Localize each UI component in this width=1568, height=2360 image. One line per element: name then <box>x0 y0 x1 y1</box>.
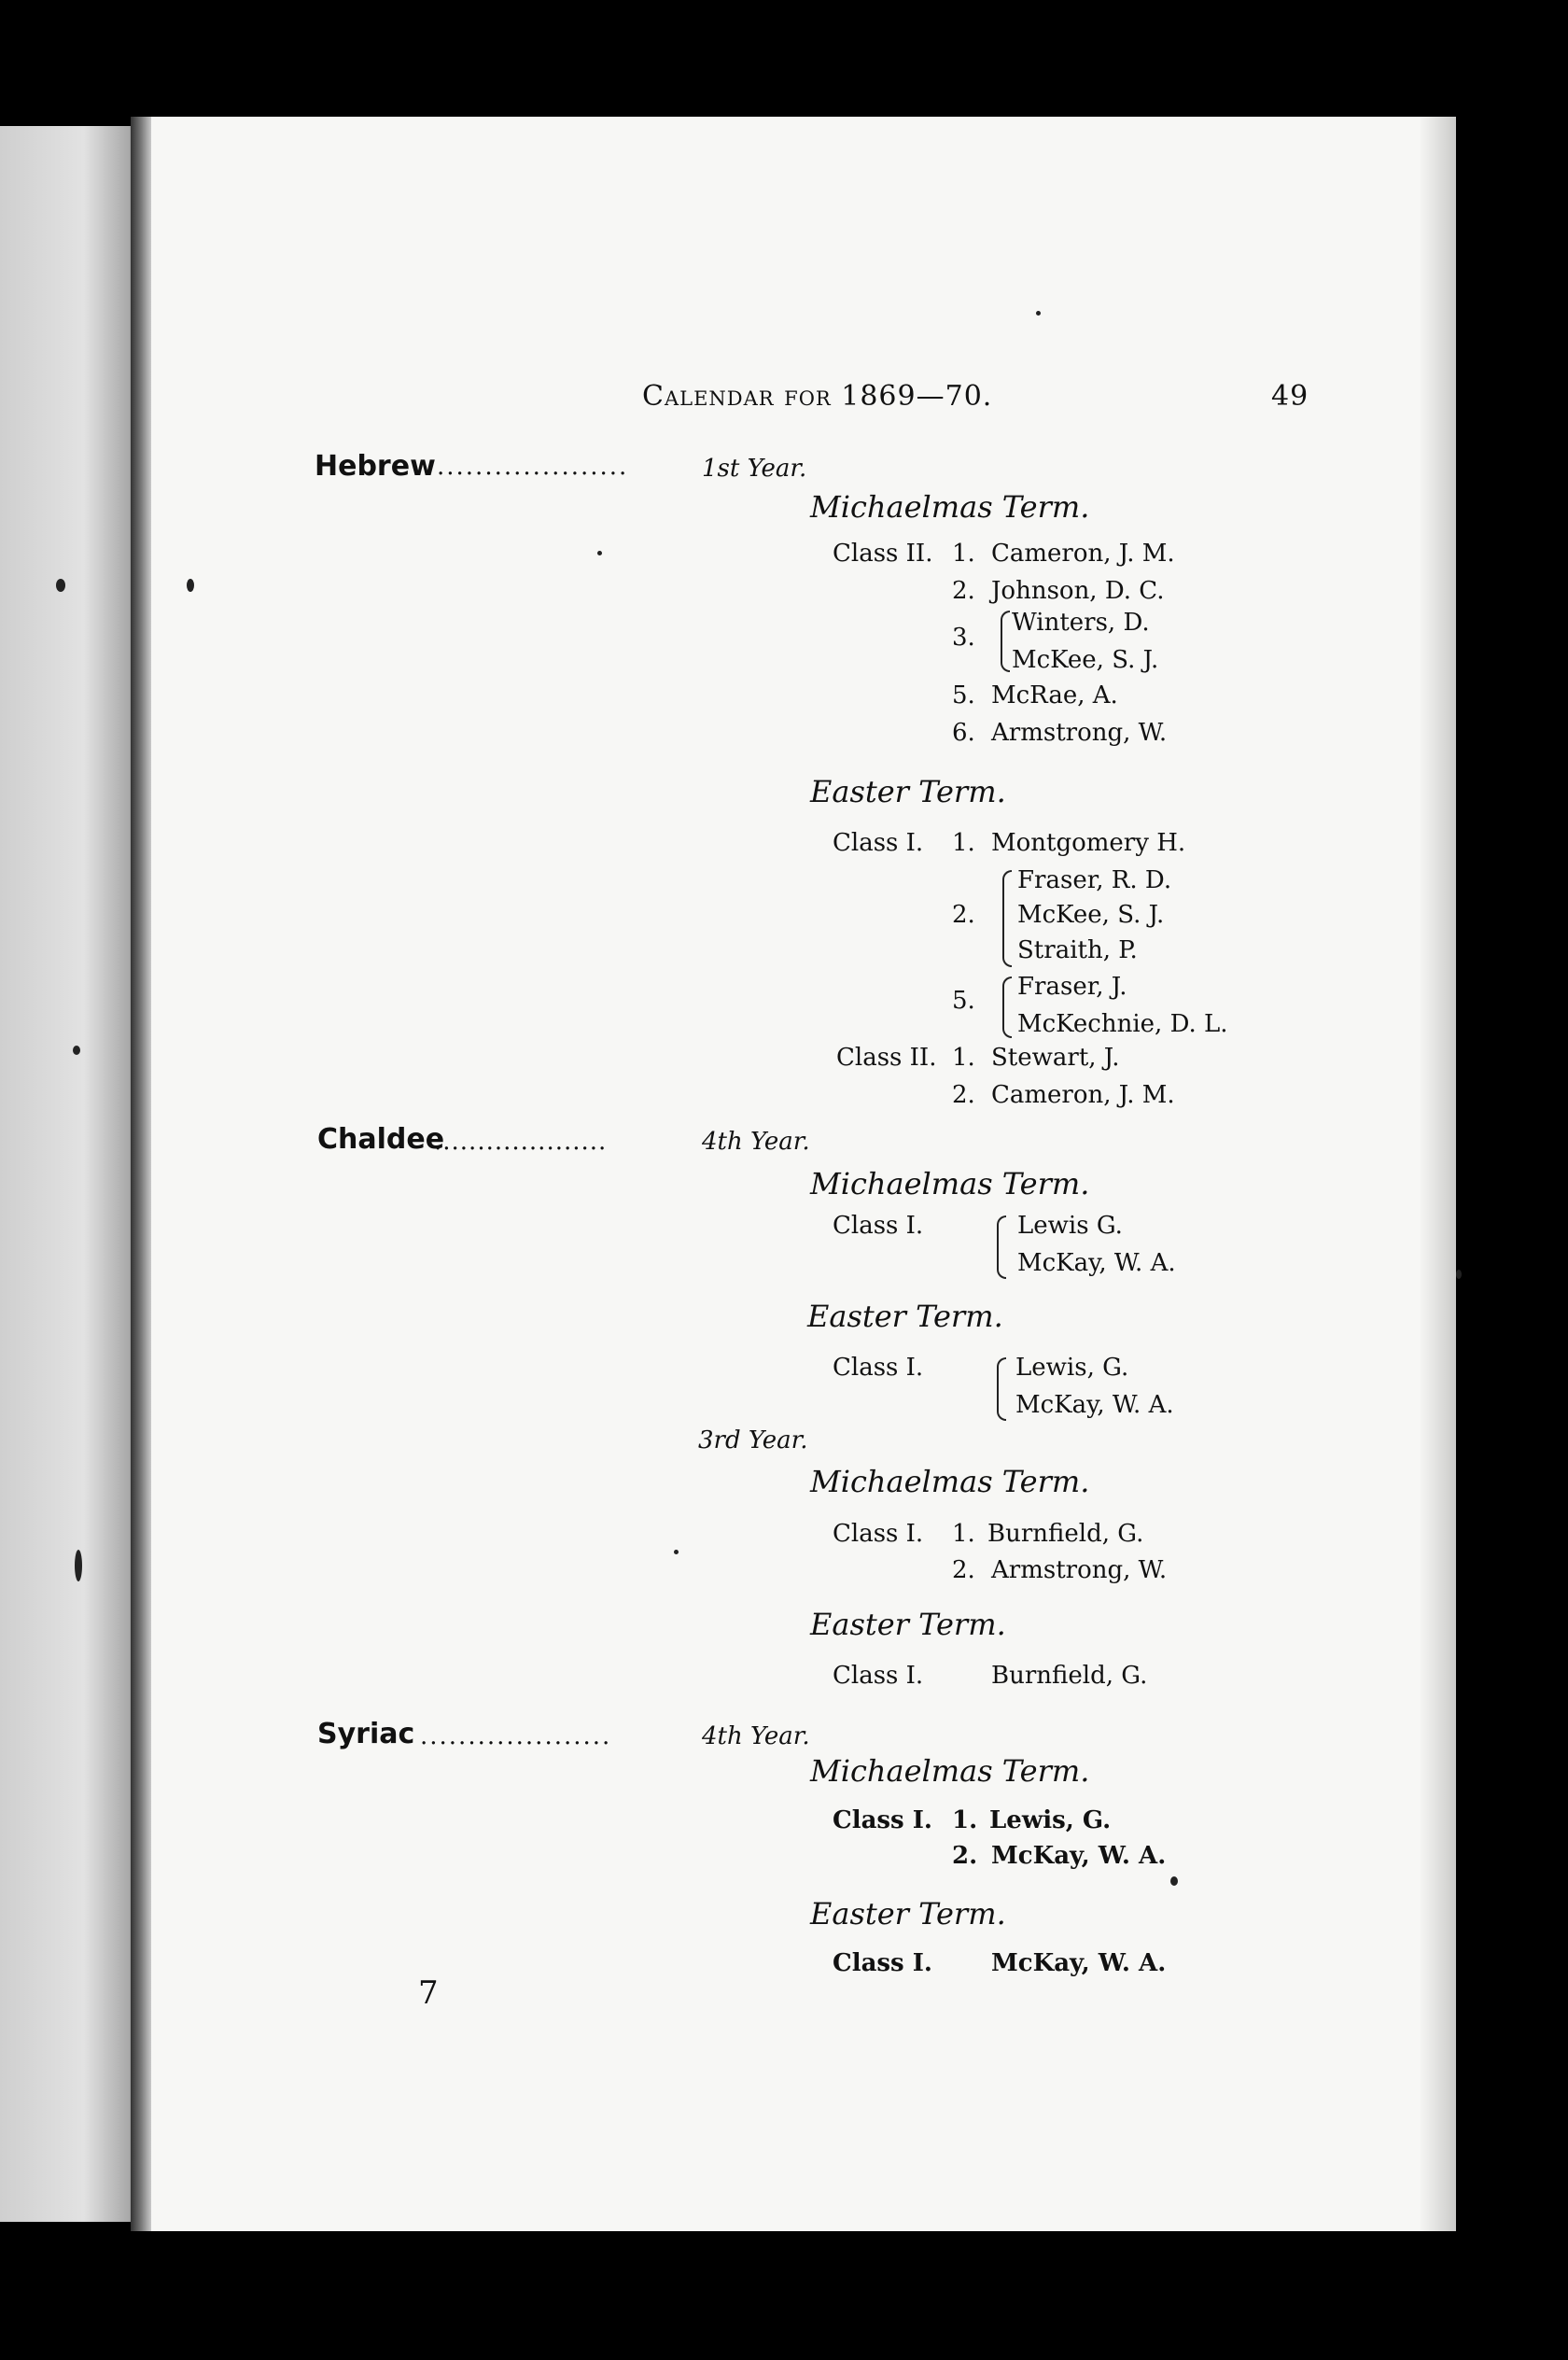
student-name: Burnfield, G. <box>987 1520 1144 1548</box>
rank: 2. <box>952 1842 978 1870</box>
brace <box>997 1215 1006 1279</box>
scan-speck <box>1036 311 1041 316</box>
term-heading: Easter Term. <box>810 774 1006 809</box>
term-heading: Easter Term. <box>807 1299 1003 1334</box>
student-name: Montgomery H. <box>991 829 1186 857</box>
rank: 2. <box>952 1556 975 1584</box>
scan-speck <box>75 1550 82 1581</box>
class-label: Class I. <box>833 1354 924 1382</box>
student-name: Lewis, G. <box>1015 1354 1129 1382</box>
student-name: McRae, A. <box>991 681 1118 709</box>
rank: 1. <box>952 540 975 568</box>
scan-speck <box>56 579 65 592</box>
rank: 1. <box>952 1044 975 1072</box>
scan-speck <box>597 551 602 555</box>
running-header: Calendar for 1869—70. <box>642 380 993 413</box>
book-gutter <box>131 117 151 2231</box>
signature-mark: 7 <box>418 1974 439 2012</box>
student-name: Winters, D. <box>1012 609 1150 637</box>
rank: 2. <box>952 901 975 929</box>
term-heading: Michaelmas Term. <box>810 1166 1090 1201</box>
dot-leader: .................... <box>437 453 629 481</box>
student-name: McKee, S. J. <box>1012 646 1159 674</box>
term-heading: Michaelmas Term. <box>810 489 1090 525</box>
student-name: Johnson, D. C. <box>991 577 1165 605</box>
year-label: 4th Year. <box>702 1128 810 1156</box>
page-fore-edge <box>1419 117 1456 2231</box>
year-label: 3rd Year. <box>698 1426 808 1454</box>
student-name: Stewart, J. <box>991 1044 1120 1072</box>
rank: 2. <box>952 577 975 605</box>
year-label: 1st Year. <box>702 455 807 483</box>
class-label: Class I. <box>833 1806 932 1834</box>
subject-syriac: Syriac <box>317 1718 415 1750</box>
rank: 1. <box>952 1520 975 1548</box>
student-name: McKee, S. J. <box>1017 901 1165 929</box>
class-label: Class I. <box>833 829 924 857</box>
rank: 1. <box>952 829 975 857</box>
student-name: Straith, P. <box>1017 936 1138 964</box>
subject-chaldee: Chaldee <box>317 1123 445 1156</box>
rank: 2. <box>952 1081 975 1109</box>
subject-hebrew: Hebrew <box>315 450 436 483</box>
rank: 3. <box>952 624 975 652</box>
brace <box>1002 976 1012 1038</box>
page-number: 49 <box>1271 380 1309 413</box>
student-name: McKay, W. A. <box>991 1949 1167 1977</box>
class-label: Class I. <box>833 1520 924 1548</box>
student-name: Armstrong, W. <box>991 719 1168 747</box>
class-label: Class I. <box>833 1949 932 1977</box>
scan-speck <box>187 579 194 592</box>
student-name: Cameron, J. M. <box>991 1081 1175 1109</box>
student-name: McKay, W. A. <box>1015 1391 1174 1419</box>
brace <box>997 1357 1006 1421</box>
scan-speck <box>73 1046 80 1055</box>
student-name: Armstrong, W. <box>991 1556 1168 1584</box>
previous-page-edge <box>0 126 140 2222</box>
student-name: Lewis G. <box>1017 1212 1123 1240</box>
student-name: Fraser, R. D. <box>1017 866 1172 894</box>
dot-leader: .................... <box>434 1128 608 1156</box>
class-label: Class I. <box>833 1662 924 1690</box>
term-heading: Easter Term. <box>810 1607 1006 1642</box>
student-name: McKechnie, D. L. <box>1017 1010 1228 1038</box>
rank: 1. <box>952 1806 978 1834</box>
student-name: Fraser, J. <box>1017 973 1127 1001</box>
term-heading: Michaelmas Term. <box>810 1464 1090 1499</box>
class-label: Class II. <box>836 1044 937 1072</box>
student-name: McKay, W. A. <box>991 1842 1167 1870</box>
dot-leader: .................... <box>420 1722 612 1750</box>
scan-speck <box>1456 1270 1462 1279</box>
class-label: Class II. <box>833 540 933 568</box>
student-name: McKay, W. A. <box>1017 1249 1176 1277</box>
term-heading: Michaelmas Term. <box>810 1753 1090 1789</box>
student-name: Cameron, J. M. <box>991 540 1175 568</box>
year-label: 4th Year. <box>702 1722 810 1750</box>
student-name: Lewis, G. <box>989 1806 1112 1834</box>
term-heading: Easter Term. <box>810 1896 1006 1932</box>
scan-speck <box>1170 1876 1178 1886</box>
brace <box>1001 611 1010 672</box>
scan-speck <box>674 1550 679 1554</box>
student-name: Burnfield, G. <box>991 1662 1148 1690</box>
rank: 6. <box>952 719 975 747</box>
brace <box>1002 870 1012 967</box>
rank: 5. <box>952 681 975 709</box>
class-label: Class I. <box>833 1212 924 1240</box>
book-page <box>140 117 1456 2231</box>
rank: 5. <box>952 987 975 1015</box>
